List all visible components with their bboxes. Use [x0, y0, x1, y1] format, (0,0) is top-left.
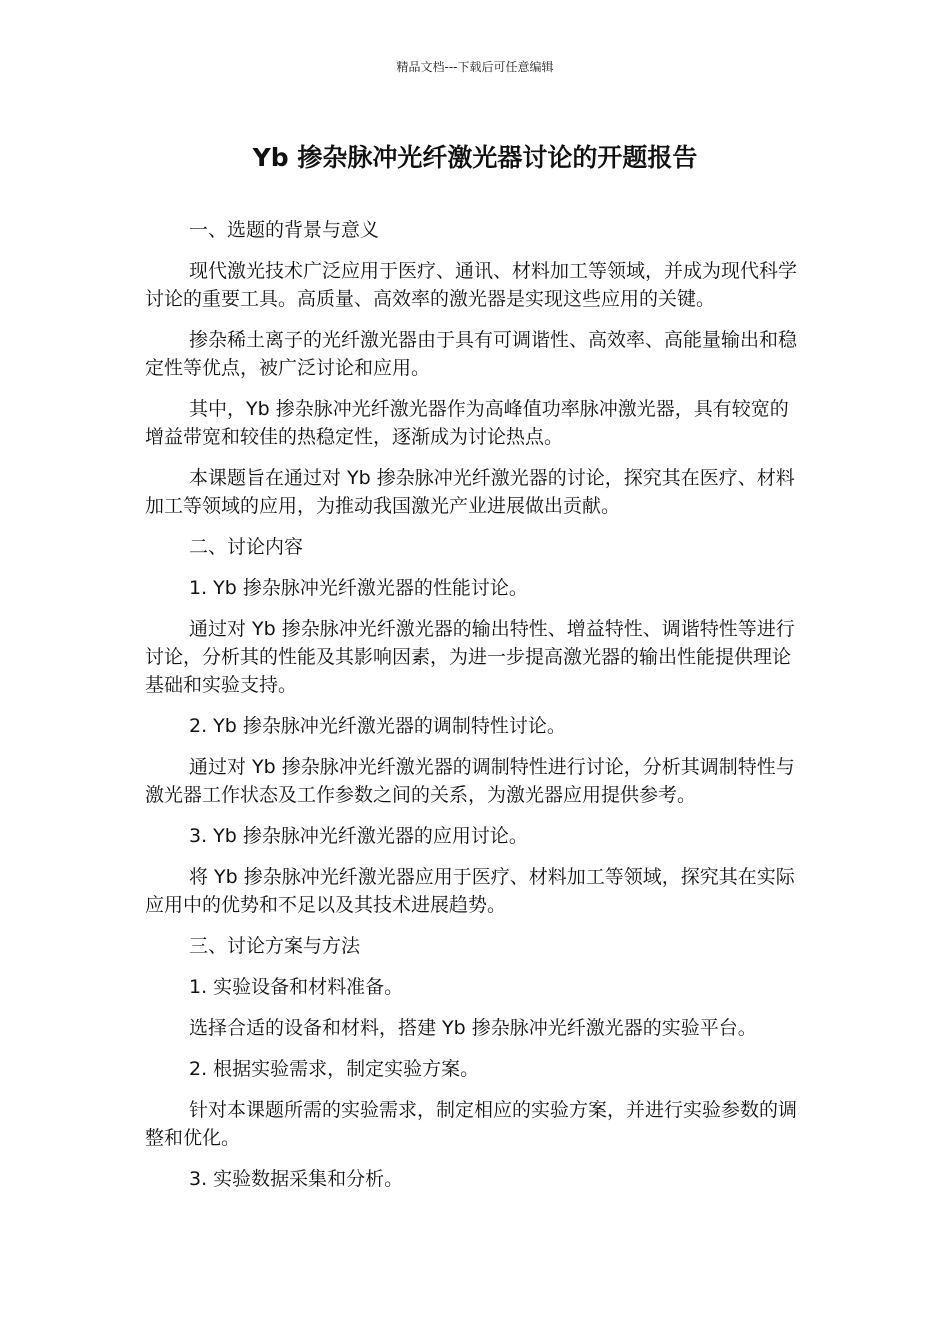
section-heading: 三、讨论方案与方法	[189, 935, 361, 957]
paragraph: 针对本课题所需的实验需求，制定相应的实验方案，并进行实验参数的调整和优化。	[145, 1099, 798, 1149]
list-item-heading: 1. 实验设备和材料准备。	[189, 976, 404, 998]
list-item-heading: 3. 实验数据采集和分析。	[189, 1168, 404, 1190]
list-item-heading: 3. Yb 掺杂脉冲光纤激光器的应用讨论。	[189, 825, 528, 847]
section-heading: 一、选题的背景与意义	[189, 219, 380, 241]
list-item-heading: 2. 根据实验需求，制定实验方案。	[189, 1058, 480, 1080]
list-item-heading: 1. Yb 掺杂脉冲光纤激光器的性能讨论。	[189, 577, 528, 599]
list-item-heading: 2. Yb 掺杂脉冲光纤激光器的调制特性讨论。	[189, 715, 566, 737]
paragraph: 通过对 Yb 掺杂脉冲光纤激光器的输出特性、增益特性、调谐特性等进行讨论，分析其的性能及其影响因素，为进一步提高激光器的输出性能提供理论基础和实验支持。	[145, 618, 795, 696]
document-body	[145, 216, 807, 1206]
paragraph: 掺杂稀土离子的光纤激光器由于具有可调谐性、高效率、高能量输出和稳定性等优点，被广泛讨论和应用。	[145, 329, 798, 379]
header-note: 精品文档---下载后可任意编辑	[396, 60, 554, 74]
paragraph: 其中，Yb 掺杂脉冲光纤激光器作为高峰值功率脉冲激光器，具有较宽的增益带宽和较佳的热稳定性，逐渐成为讨论热点。	[145, 398, 789, 448]
paragraph: 将 Yb 掺杂脉冲光纤激光器应用于医疗、材料加工等领域，探究其在实际应用中的优势和不足以及其技术进展趋势。	[145, 866, 795, 916]
section-heading: 二、讨论内容	[189, 536, 304, 558]
paragraph: 选择合适的设备和材料，搭建 Yb 掺杂脉冲光纤激光器的实验平台。	[189, 1017, 757, 1039]
paragraph: 现代激光技术广泛应用于医疗、通讯、材料加工等领域，并成为现代科学讨论的重要工具。高质量、高效率的激光器是实现这些应用的关键。	[145, 260, 798, 310]
paragraph: 通过对 Yb 掺杂脉冲光纤激光器的调制特性进行讨论，分析其调制特性与激光器工作状态及工作参数之间的关系，为激光器应用提供参考。	[145, 756, 795, 806]
document-title: Yb 掺杂脉冲光纤激光器讨论的开题报告	[252, 143, 698, 172]
paragraph: 本课题旨在通过对 Yb 掺杂脉冲光纤激光器的讨论，探究其在医疗、材料加工等领域的应用，为推动我国激光产业进展做出贡献。	[145, 467, 795, 517]
